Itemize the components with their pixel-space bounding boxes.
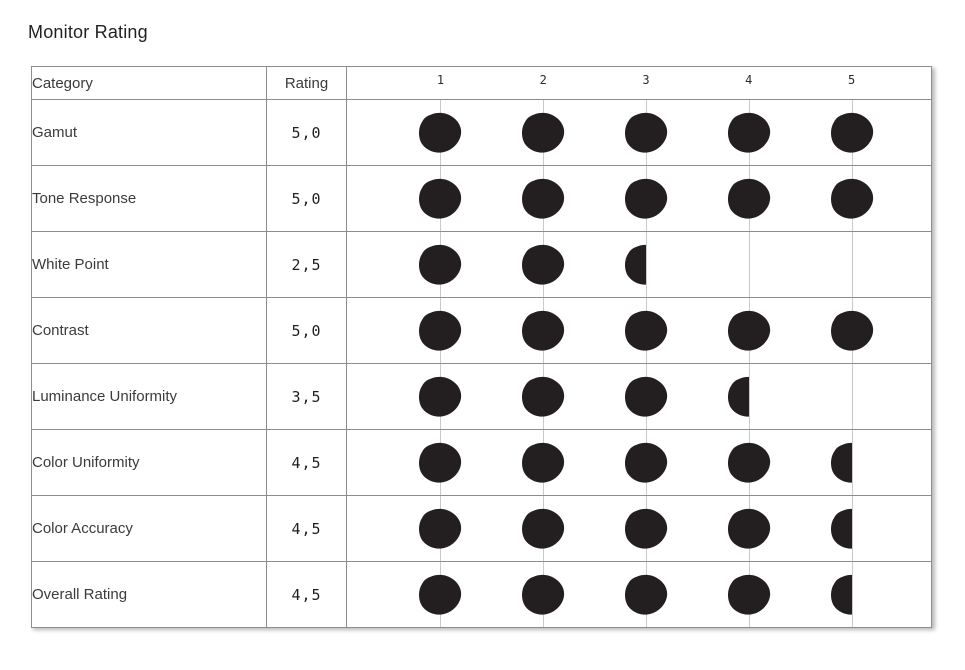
rating-marker (417, 442, 463, 484)
rating-marker (829, 178, 875, 220)
marker-blob-half-icon (829, 574, 852, 616)
marker-blob-icon (623, 310, 669, 352)
rating-marker-half (829, 442, 852, 484)
scale-tick-label: 4 (745, 73, 753, 87)
rating-marker (520, 376, 566, 418)
marker-blob-icon (623, 442, 669, 484)
rating-plot (347, 298, 931, 363)
rating-marker (520, 310, 566, 352)
rating-value-cell: 5,0 (267, 298, 347, 364)
grid-line (852, 232, 853, 297)
rating-marker (829, 112, 875, 154)
rating-marker (520, 178, 566, 220)
rating-marker (417, 574, 463, 616)
rating-plot-cell (347, 496, 932, 562)
marker-blob-icon (623, 178, 669, 220)
marker-blob-icon (520, 574, 566, 616)
rating-marker-half (726, 376, 749, 418)
rating-marker (726, 178, 772, 220)
rating-plot-cell (347, 364, 932, 430)
marker-blob-icon (623, 574, 669, 616)
category-cell: Tone Response (32, 166, 267, 232)
marker-blob-icon (726, 442, 772, 484)
marker-blob-icon (623, 376, 669, 418)
marker-blob-icon (520, 376, 566, 418)
category-cell: Luminance Uniformity (32, 364, 267, 430)
marker-blob-icon (623, 112, 669, 154)
rating-marker (726, 442, 772, 484)
rating-plot-cell (347, 232, 932, 298)
rating-marker (623, 112, 669, 154)
rating-value-cell: 5,0 (267, 166, 347, 232)
marker-blob-icon (417, 574, 463, 616)
rating-marker (417, 112, 463, 154)
marker-blob-icon (726, 178, 772, 220)
rating-marker (726, 508, 772, 550)
rating-plot (347, 430, 931, 495)
rating-plot-cell (347, 562, 932, 628)
table-row (32, 430, 932, 496)
table-row (32, 364, 932, 430)
rating-marker-half (829, 508, 852, 550)
grid-line (852, 430, 853, 495)
rating-plot-cell (347, 100, 932, 166)
marker-blob-half-icon (623, 244, 646, 286)
rating-value-cell: 4,5 (267, 430, 347, 496)
marker-blob-icon (520, 178, 566, 220)
marker-blob-icon (520, 442, 566, 484)
page-title: Monitor Rating (28, 22, 148, 42)
marker-blob-icon (417, 310, 463, 352)
rating-value-cell: 4,5 (267, 562, 347, 628)
marker-blob-icon (726, 310, 772, 352)
marker-blob-icon (417, 178, 463, 220)
marker-blob-half-icon (726, 376, 749, 418)
column-header-category: Category (32, 67, 267, 100)
marker-blob-half-icon (829, 442, 852, 484)
rating-marker (623, 310, 669, 352)
rating-plot-cell (347, 298, 932, 364)
marker-blob-icon (726, 508, 772, 550)
scale-tick-label: 2 (539, 73, 547, 87)
rating-plot (347, 232, 931, 297)
rating-value-cell: 3,5 (267, 364, 347, 430)
table-header (32, 67, 932, 100)
category-cell: Color Uniformity (32, 430, 267, 496)
rating-marker (520, 574, 566, 616)
column-header-rating: Rating (267, 67, 347, 100)
category-cell: White Point (32, 232, 267, 298)
rating-marker (623, 376, 669, 418)
table-row (32, 562, 932, 628)
marker-blob-icon (417, 112, 463, 154)
scale-tick-label: 5 (847, 73, 856, 87)
rating-plot (347, 364, 931, 429)
grid-line (749, 232, 750, 297)
rating-marker (726, 310, 772, 352)
rating-marker (417, 178, 463, 220)
marker-blob-icon (829, 178, 875, 220)
table-row (32, 166, 932, 232)
rating-value-cell: 4,5 (267, 496, 347, 562)
table-row (32, 100, 932, 166)
grid-line (852, 562, 853, 627)
rating-marker (623, 508, 669, 550)
rating-marker (417, 310, 463, 352)
rating-marker (623, 442, 669, 484)
rating-plot (347, 496, 931, 561)
category-cell: Overall Rating (32, 562, 267, 628)
rating-marker-half (829, 574, 852, 616)
scale-tick-label: 3 (642, 73, 650, 87)
rating-plot-cell (347, 166, 932, 232)
grid-line (646, 232, 647, 297)
rating-plot-cell (347, 430, 932, 496)
rating-marker (417, 508, 463, 550)
marker-blob-icon (829, 112, 875, 154)
rating-marker (520, 244, 566, 286)
marker-blob-icon (520, 508, 566, 550)
rating-plot (347, 166, 931, 231)
category-cell: Contrast (32, 298, 267, 364)
category-cell: Color Accuracy (32, 496, 267, 562)
marker-blob-icon (520, 112, 566, 154)
rating-marker (726, 574, 772, 616)
scale-tick-label: 1 (436, 73, 445, 87)
marker-blob-half-icon (829, 508, 852, 550)
rating-marker (520, 442, 566, 484)
rating-marker (623, 178, 669, 220)
grid-line (749, 364, 750, 429)
rating-marker (417, 376, 463, 418)
rating-value-cell: 5,0 (267, 100, 347, 166)
marker-blob-icon (520, 244, 566, 286)
grid-line (852, 496, 853, 561)
marker-blob-icon (520, 310, 566, 352)
marker-blob-icon (417, 442, 463, 484)
table-row (32, 232, 932, 298)
table-body (32, 100, 932, 628)
rating-marker (726, 112, 772, 154)
scale-tick-labels (347, 67, 931, 99)
rating-marker (520, 112, 566, 154)
rating-table (31, 66, 932, 628)
column-header-scale (347, 67, 932, 100)
rating-marker (829, 310, 875, 352)
rating-panel (30, 65, 932, 627)
marker-blob-icon (417, 376, 463, 418)
rating-marker-half (623, 244, 646, 286)
rating-marker (520, 508, 566, 550)
grid-line (852, 364, 853, 429)
marker-blob-icon (829, 310, 875, 352)
marker-blob-icon (417, 244, 463, 286)
marker-blob-icon (417, 508, 463, 550)
rating-marker (417, 244, 463, 286)
rating-plot (347, 562, 931, 627)
marker-blob-icon (726, 112, 772, 154)
table-row (32, 298, 932, 364)
rating-plot (347, 100, 931, 165)
table-row (32, 496, 932, 562)
marker-blob-icon (726, 574, 772, 616)
rating-marker (623, 574, 669, 616)
marker-blob-icon (623, 508, 669, 550)
category-cell: Gamut (32, 100, 267, 166)
rating-value-cell: 2,5 (267, 232, 347, 298)
